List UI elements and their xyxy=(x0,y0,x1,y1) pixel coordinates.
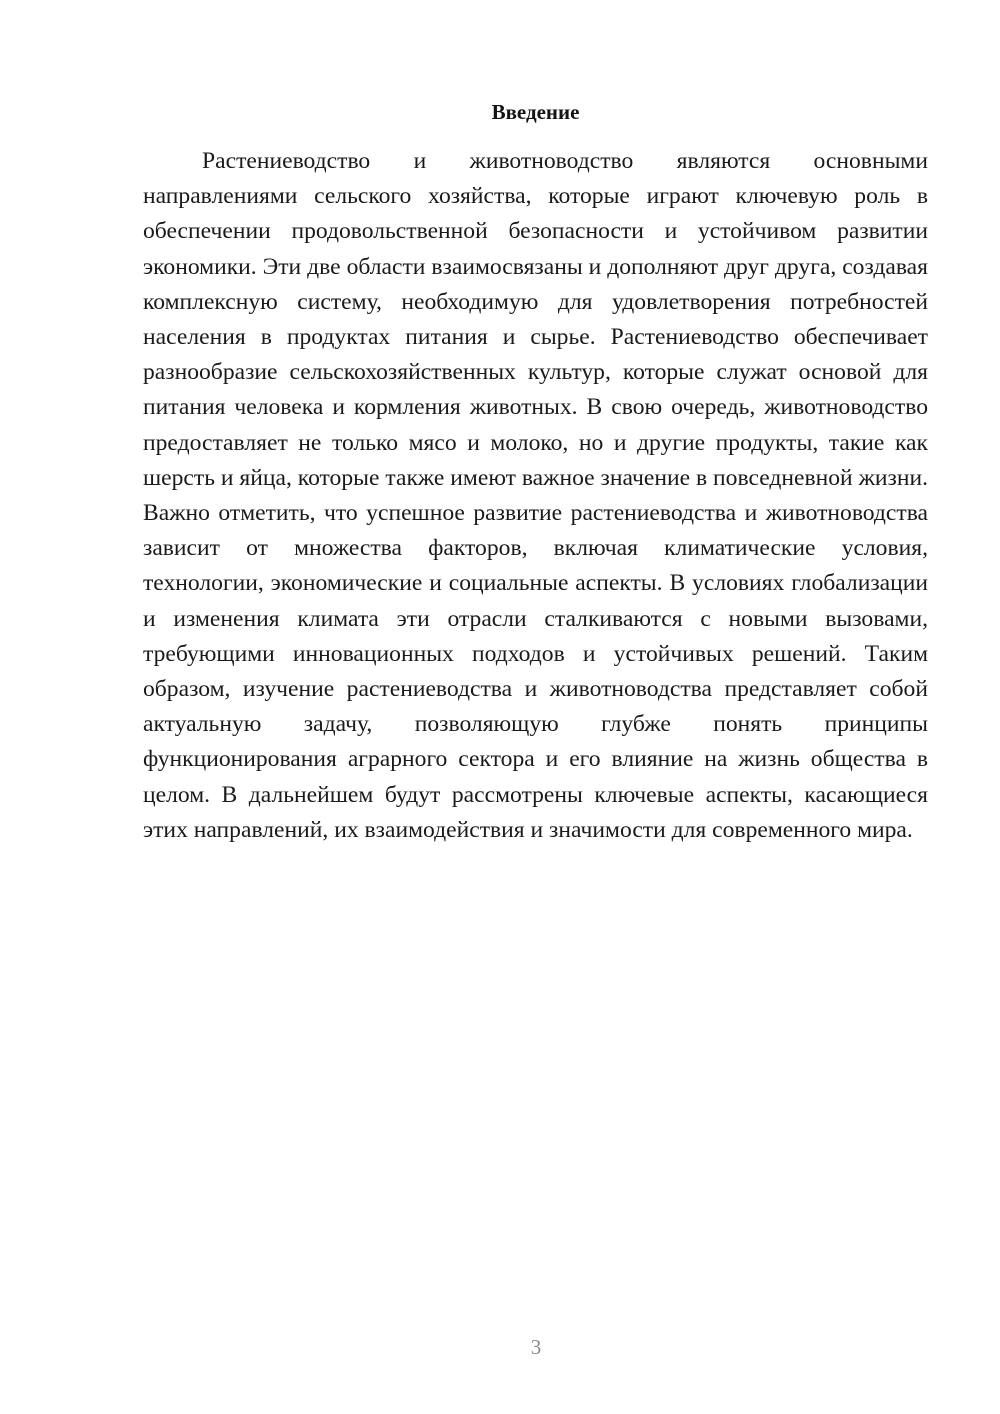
body-paragraph: Растениеводство и животноводство являются основными направлениями сельского хозяйства, которые играют ключевую роль в обеспечении продовольственной безопасности и устойчивом развитии экономики. Эти две области взаимосвязаны и дополняют друг друга, создавая комплексную систему, необходимую для удовлетворения потребностей населения в продуктах питания и сырье. Растениеводство обеспечивает разнообразие сельскохозяйственных культур, которые служат основой для питания человека и кормления животных. В свою очередь, животноводство предоставляет не только мясо и молоко, но и другие продукты, такие как шерсть и яйца, которые также имеют важное значение в повседневной жизни. Важно отметить, что успешное развитие растениеводства и животноводства зависит от множества факторов, включая климатические условия, технологии, экономические и социальные аспекты. В условиях глобализации и изменения климата эти отрасли сталкиваются с новыми вызовами, требующими инновационных подходов и устойчивых решений. Таким образом, изучение растениеводства и животноводства представляет собой актуальную задачу, позволяющую глубже понять принципы функционирования аграрного сектора и его влияние на жизнь общества в целом. В дальнейшем будут рассмотрены ключевые аспекты, касающиеся этих направлений, их взаимодействия и значимости для современного мира. xyxy=(143,148,928,843)
page-number: 3 xyxy=(530,1335,542,1359)
section-heading: Введение xyxy=(491,100,580,124)
